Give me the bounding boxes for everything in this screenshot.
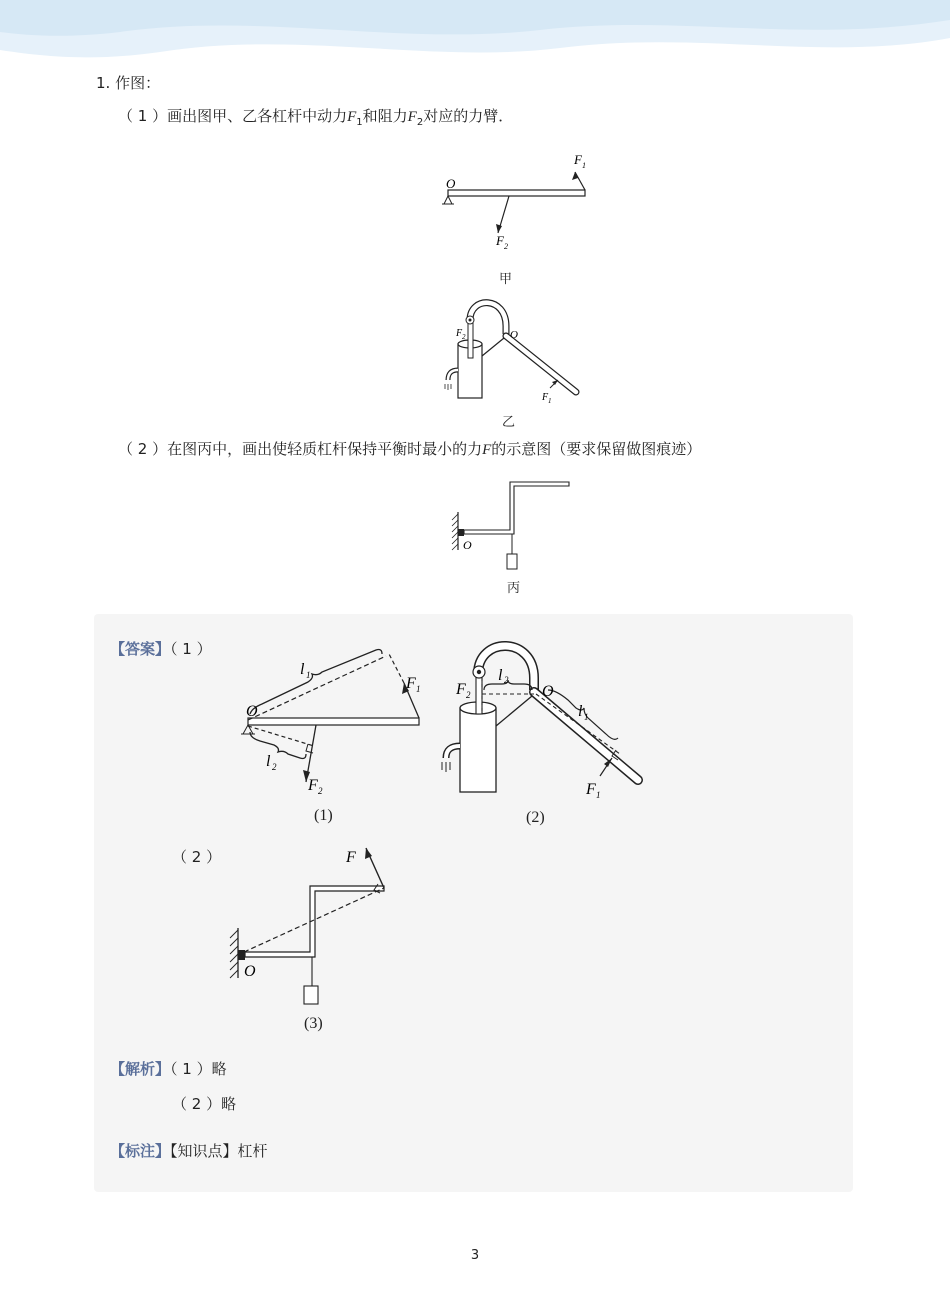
jia-label-f2: F (496, 233, 504, 248)
a2-label-l1: l (578, 703, 583, 720)
yi-caption: 乙 (502, 414, 516, 429)
answer-figure-2 (436, 638, 650, 804)
a2-label-l2: l (498, 667, 503, 684)
note-text: 【知识点】杠杆 (170, 1142, 268, 1160)
yi-label-o: O (510, 329, 518, 341)
a3-label-o: O (244, 963, 256, 980)
part1-text-a: 画出图甲、乙各杠杆中动力 (167, 107, 348, 125)
analysis-tag: 【解析】 (110, 1060, 171, 1078)
answer-figure-3 (226, 842, 396, 1012)
a1-label-l1: l (300, 661, 305, 678)
answer-tag: 【答案】 (110, 640, 171, 658)
jia-caption: 甲 (499, 271, 513, 286)
figure-yi (440, 294, 590, 408)
a2-label-l1-sub: 1 (584, 712, 589, 722)
part2-text-a: 在图丙中，画出使轻质杠杆保持平衡时最小的力 (167, 440, 483, 458)
f1-subscript: 1 (356, 117, 363, 128)
a1-label-l2-sub: 2 (272, 762, 277, 772)
bing-label-o: O (463, 538, 472, 552)
yi-label-f2: F (456, 328, 463, 339)
question-title: 作图： (115, 74, 161, 92)
f2-symbol: F (407, 109, 417, 125)
header-wave (0, 0, 950, 70)
a1-label-o: O (246, 703, 258, 720)
a1-label-f1: F (406, 675, 416, 692)
f-symbol: F (482, 442, 492, 458)
a2-label-o: O (542, 683, 554, 700)
part2-text-b: 的示意图（要求保留做图痕迹） (491, 440, 702, 458)
jia-label-f2-sub: 2 (504, 242, 508, 251)
part1-text-c: 对应的力臂． (423, 107, 514, 125)
answer-part2-paren: （ 2 ） (172, 848, 222, 866)
a1-label-l1-sub: 1 (306, 670, 311, 680)
figure-bing (446, 474, 576, 574)
answer-figure-1 (236, 648, 432, 798)
page-number: 3 (470, 1248, 480, 1263)
part2-prompt (118, 439, 701, 460)
analysis-line2-text: 略 (221, 1095, 237, 1113)
analysis-line2 (172, 1094, 236, 1114)
note-tag: 【标注】 (110, 1142, 171, 1160)
jia-label-f1-sub: 1 (582, 161, 586, 170)
a1-label-f1-sub: 1 (416, 684, 421, 694)
bing-caption: 丙 (507, 580, 521, 595)
figure-jia (436, 148, 596, 258)
f2-subscript: 2 (416, 117, 424, 128)
a2-label-f2-sub: 2 (466, 690, 471, 700)
a1-label-l2: l (266, 753, 271, 770)
part1-paren: （ 1 ） (118, 107, 168, 125)
a2-label-f2: F (456, 681, 466, 698)
yi-label-f1-sub: 1 (548, 397, 552, 405)
a2-label-f1-sub: 1 (596, 790, 601, 800)
part2-paren: （ 2 ） (118, 440, 168, 458)
part1-prompt (118, 106, 513, 133)
a1-label-f2-sub: 2 (318, 786, 323, 796)
answer-fig2-caption: (2) (526, 809, 545, 826)
a1-label-f2: F (308, 777, 318, 794)
yi-label-f1: F (542, 392, 549, 403)
a2-label-l2-sub: 2 (504, 675, 509, 685)
answer-fig1-caption: (1) (314, 807, 333, 824)
analysis-line1-text: 略 (211, 1060, 227, 1078)
answer-fig3-caption: (3) (304, 1015, 323, 1032)
a3-label-f: F (346, 849, 356, 866)
a2-label-f1: F (586, 781, 596, 798)
answer-line1 (110, 639, 212, 659)
answer-part1-paren: （ 1 ） (170, 640, 212, 658)
jia-label-f1: F (574, 152, 582, 167)
analysis-line1-paren: （ 1 ） (170, 1060, 212, 1078)
question-header (96, 73, 160, 93)
analysis-line2-paren: （ 2 ） (172, 1095, 222, 1113)
analysis-line1 (110, 1059, 227, 1079)
question-number: 1. (96, 74, 111, 92)
note-line (110, 1141, 268, 1161)
yi-label-f2-sub: 2 (462, 333, 466, 341)
answer-line2 (172, 847, 221, 867)
jia-label-o: O (446, 176, 456, 191)
f1-symbol: F (347, 109, 357, 125)
part1-text-b: 和阻力 (362, 107, 408, 125)
